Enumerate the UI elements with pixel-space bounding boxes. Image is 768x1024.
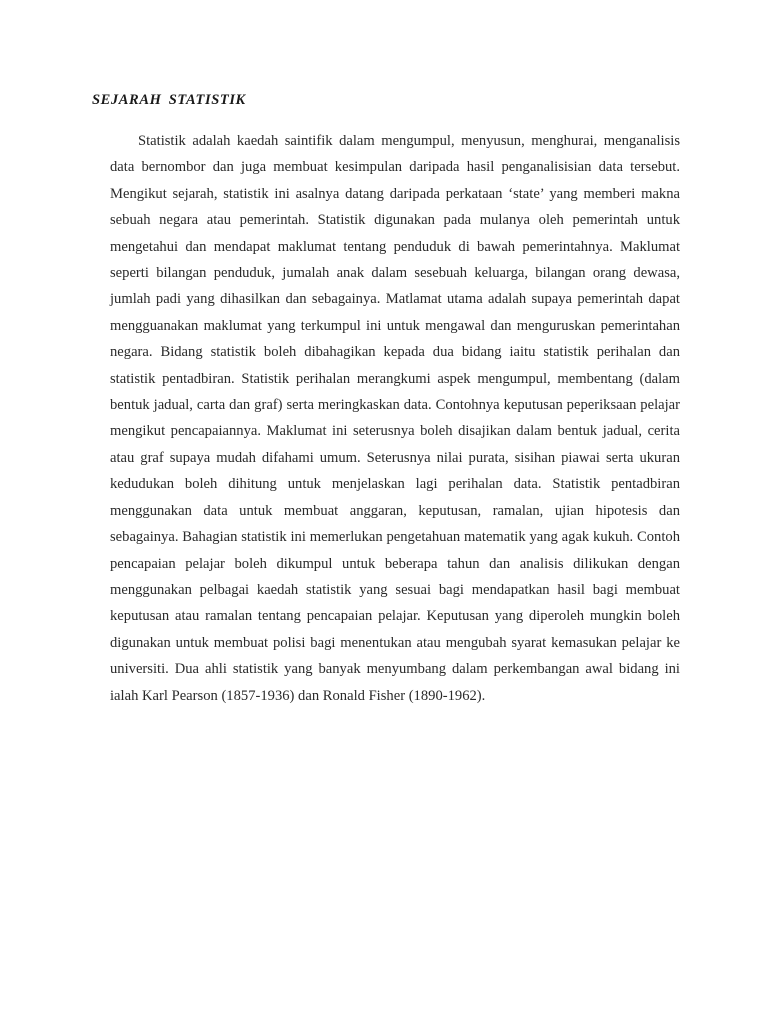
document-paragraph: Statistik adalah kaedah saintifik dalam mengumpul, menyusun, menghurai, menganalisis data bernombor dan juga membuat kesimpulan daripada hasil penganalisisian data tersebut. Mengikut sejarah, statistik ini asalnya datang daripada perkataan ‘state’ yang memberi makna sebuah negara atau pemerintah. Statistik digunakan pada mulanya oleh pemerintah untuk mengetahui dan mendapat maklumat tentang penduduk di bawah pemerintahnya. Maklumat seperti bilangan penduduk, jumalah anak dalam sesebuah keluarga, bilangan orang dewasa, jumlah padi yang dihasilkan dan sebagainya. Matlamat utama adalah supaya pemerintah dapat mengguanakan maklumat yang terkumpul ini untuk mengawal dan menguruskan pemerintahan negara. Bidang statistik boleh dibahagikan kepada dua bidang iaitu statistik perihalan dan statistik pentadbiran. Statistik perihalan merangkumi aspek mengumpul, membentang (dalam bentuk jadual, carta dan graf) serta meringkaskan data. Contohnya keputusan peperiksaan pelajar mengikut pencapaiannya. Maklumat ini seterusnya boleh disajikan dalam bentuk jadual, cerita atau graf supaya mudah difahami umum. Seterusnya nilai purata, sisihan piawai serta ukuran kedudukan boleh dihitung untuk menjelaskan lagi perihalan data. Statistik pentadbiran menggunakan data untuk membuat anggaran, keputusan, ramalan, ujian hipotesis dan sebagainya. Bahagian statistik ini memerlukan pengetahuan matematik yang agak kukuh. Contoh pencapaian pelajar boleh dikumpul untuk beberapa tahun dan analisis dilikukan dengan menggunakan pelbagai kaedah statistik yang sesuai bagi mendapatkan hasil bagi membuat keputusan atau ramalan tentang pencapaian pelajar. Keputusan yang diperoleh mungkin boleh digunakan untuk membuat polisi bagi menentukan atau mengubah syarat kemasukan pelajar ke universiti. Dua ahli statistik yang banyak menyumbang dalam perkembangan awal bidang ini ialah Karl Pearson (1857-1936) dan Ronald Fisher (1890-1962). xyxy=(110,133,680,704)
document-title: SEJARAH STATISTIK xyxy=(92,92,246,108)
